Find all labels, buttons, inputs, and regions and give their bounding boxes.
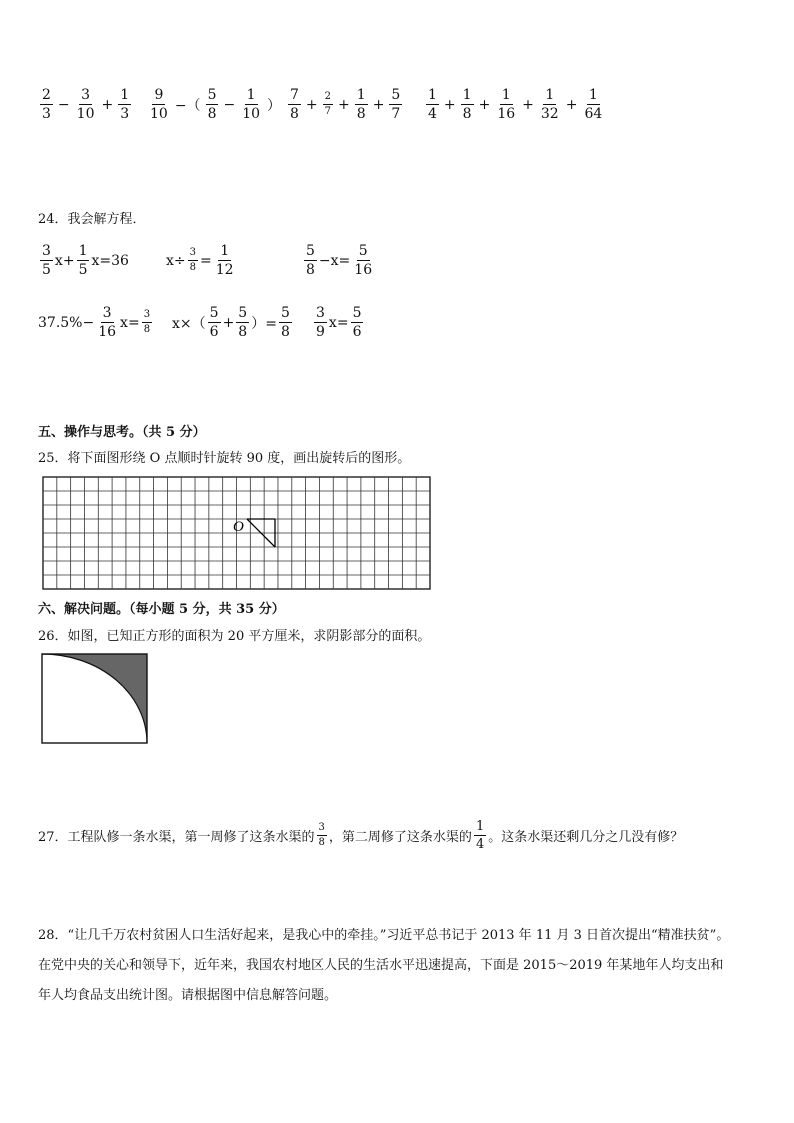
fraction [539, 88, 561, 121]
fraction [142, 310, 152, 335]
q24-title: 24．我会解方程． [38, 212, 146, 227]
q27-fraction-2: $\frac{1}{4}$ [475, 819, 485, 852]
numerator: 1 [462, 87, 472, 103]
denominator: 8 [189, 262, 197, 273]
numerator: 1 [356, 87, 366, 103]
denominator: 8 [462, 106, 472, 122]
expression-text: x= [328, 314, 349, 331]
denominator: 4 [428, 106, 437, 122]
fraction [426, 88, 439, 121]
denominator: 12 [215, 262, 234, 278]
q27-middle: ，第二周修了这条水渠的 [328, 830, 472, 845]
numerator: 7 [290, 87, 299, 103]
fraction [77, 244, 90, 277]
denominator: 8 [356, 106, 366, 122]
fraction [582, 88, 604, 121]
operator: + [305, 96, 318, 113]
expression-text: x+ [54, 252, 75, 269]
fraction [351, 306, 364, 339]
numerator: 1 [78, 243, 88, 259]
fraction [389, 88, 402, 121]
fraction [355, 88, 368, 121]
numerator: 9 [154, 87, 164, 103]
denominator: 10 [242, 106, 261, 122]
q27-text [38, 820, 683, 851]
square-quarter-circle-figure [41, 653, 149, 745]
denominator: 5 [42, 262, 51, 278]
denominator: 8 [306, 262, 315, 278]
fraction [288, 88, 301, 121]
denominator: 10 [150, 106, 168, 122]
operator: + [372, 96, 385, 113]
fraction [314, 306, 327, 339]
calc-expression-4 [424, 88, 606, 121]
equation-2 [166, 244, 238, 277]
denominator: 8 [280, 324, 290, 340]
denominator: 32 [540, 106, 559, 122]
numerator: 3 [188, 248, 198, 261]
fraction [323, 92, 333, 117]
numerator: 1 [246, 87, 256, 103]
section-6-heading: 六、解决问题。（每小题 5 分，共 35 分） [38, 602, 285, 617]
q28-line-1: 28．“让几千万农村贫困人口生活好起来，是我心中的牵挂。”习近平总书记于 2013 年 11 月 3 日首次提出“精准扶贫”。 [38, 928, 730, 943]
equation-1 [38, 244, 129, 277]
rotation-grid [40, 474, 434, 592]
numerator: 1 [220, 243, 230, 259]
numerator: 5 [358, 243, 368, 259]
denominator: 16 [497, 106, 516, 122]
expression-text: x=36 [91, 252, 129, 269]
denominator: 8 [238, 324, 248, 340]
numerator: 5 [207, 87, 217, 103]
q27-fraction-1: $\frac{3}{8}$ [318, 822, 325, 848]
fraction [461, 88, 474, 121]
operator: + [101, 96, 114, 113]
q26-text: 26．如图，已知正方形的面积为 20 平方厘米，求阴影部分的面积。 [38, 629, 431, 644]
denominator: 10 [76, 106, 95, 122]
expression-text: x= [120, 314, 140, 331]
numerator: 1 [501, 87, 511, 103]
fraction [236, 306, 249, 339]
numerator: 1 [428, 87, 437, 103]
fraction [208, 306, 221, 339]
denominator: 3 [42, 106, 51, 122]
numerator: 3 [142, 310, 152, 323]
numerator: 5 [238, 305, 248, 321]
calc-expression-1 [38, 88, 133, 121]
q25-text: 25．将下面图形绕 O 点顺时针旋转 90 度，画出旋转后的图形。 [38, 451, 411, 466]
equation-5 [172, 306, 294, 339]
expression-text: + [222, 314, 235, 331]
fraction [495, 88, 517, 121]
operator: + [565, 96, 578, 113]
numerator: 1 [545, 87, 555, 103]
expression-text: ）= [251, 315, 277, 332]
equation-3 [302, 244, 376, 277]
numerator: 5 [280, 305, 290, 321]
fraction [352, 244, 374, 277]
denominator: 16 [98, 324, 117, 340]
denominator: 9 [316, 324, 325, 340]
operator: − [57, 96, 70, 113]
expression-text: −x= [318, 252, 351, 269]
expression-text: = [200, 252, 212, 269]
fraction [279, 306, 292, 339]
denominator: 16 [354, 262, 373, 278]
equation-6 [312, 306, 365, 339]
numerator: 5 [209, 305, 219, 321]
numerator: 5 [306, 243, 315, 259]
operator: + [338, 96, 350, 113]
numerator: 5 [352, 305, 362, 321]
numerator: 5 [391, 87, 401, 103]
shaded-region [42, 654, 147, 743]
expression-text: x÷ [166, 252, 186, 269]
operator: + [478, 96, 491, 113]
operator: −（ [174, 97, 201, 114]
denominator: 7 [324, 106, 332, 117]
numerator: 1 [120, 87, 130, 103]
denominator: 3 [120, 106, 130, 122]
calc-expression-3 [286, 88, 404, 121]
fraction [40, 244, 53, 277]
section-5-heading: 五、操作与思考。（共 5 分） [38, 425, 206, 440]
q27-after: 。这条水渠还剩几分之几没有修？ [488, 830, 684, 845]
denominator: 5 [78, 262, 88, 278]
denominator: 64 [584, 106, 603, 122]
calc-expression-2 [146, 88, 284, 121]
operator: − [223, 96, 236, 113]
fraction [206, 88, 219, 121]
fraction [304, 244, 317, 277]
fraction [40, 88, 53, 121]
denominator: 6 [352, 324, 362, 340]
numerator: 3 [102, 305, 112, 321]
fraction [240, 88, 262, 121]
operator: + [443, 96, 456, 113]
expression-text: 37.5%− [38, 314, 95, 331]
point-o-label: O [233, 519, 244, 535]
q27-before: 27．工程队修一条水渠，第一周修了这条水渠的 [38, 830, 315, 845]
denominator: 7 [391, 106, 401, 122]
q28-paragraph [38, 921, 768, 1011]
q28-line-3: 年人均食品支出统计图。请根据图中信息解答问题。 [38, 988, 338, 1003]
expression-text: x×（ [172, 315, 206, 332]
q28-line-2: 在党中央的关心和领导下，近年来，我国农村地区人民的生活水平迅速提高，下面是 2015～2019 年某地年人均支出和 [38, 958, 724, 973]
denominator: 8 [143, 324, 151, 335]
fraction [148, 88, 170, 121]
numerator: 3 [81, 87, 91, 103]
denominator: 8 [207, 106, 217, 122]
numerator: 1 [588, 87, 598, 103]
fraction [214, 244, 236, 277]
operator: ） [267, 97, 282, 114]
numerator: 3 [316, 305, 325, 321]
operator: + [522, 96, 534, 113]
fraction [75, 88, 97, 121]
numerator: 2 [42, 87, 51, 103]
fraction [188, 248, 198, 273]
denominator: 8 [290, 106, 299, 122]
fraction [118, 88, 131, 121]
equation-4 [38, 306, 154, 339]
denominator: 6 [209, 324, 219, 340]
numerator: 3 [42, 243, 51, 259]
numerator: 2 [323, 92, 333, 105]
fraction [96, 306, 118, 339]
